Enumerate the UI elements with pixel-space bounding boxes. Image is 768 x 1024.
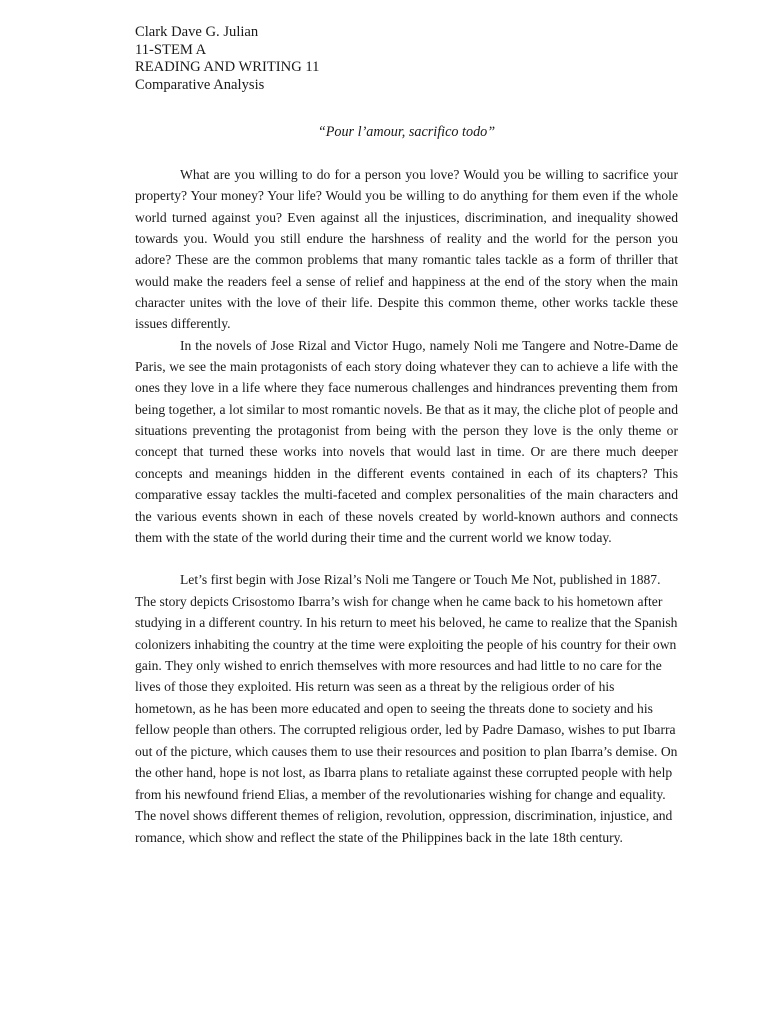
subject-name: READING AND WRITING 11 [135, 59, 320, 75]
paragraph-intro: What are you willing to do for a person you love? Would you be willing to sacrifice your property? Your money? Your life? Would you be willing to do anything for them even if the whole world turned against you? Even against all the injustices, discrimination, and inequality showed towards you. Would you still endure the harshness of reality and the world for the person you adore? These are the common problems that many romantic tales tackle as a form of thriller that would make the readers feel a sense of relief and happiness at the end of the story when the main character unites with the love of their life. Despite this common theme, other works tackle these issues differently. [135, 167, 678, 332]
assignment-type: Comparative Analysis [135, 76, 265, 93]
paragraph-novels-overview: In the novels of Jose Rizal and Victor Hugo, namely Noli me Tangere and Notre-Dame de Paris, we see the main protagonists of each story doing whatever they can to achieve a life with the ones they love in a life where they face numerous challenges and hindrances preventing them from being together, a lot similar to most romantic novels. Be that as it may, the cliche plot of people and situations preventing the protagonist from being with the person they love is the only theme or concept that turned these works into novels that would last in time. Or are there much deeper concepts and meanings hidden in the different events contained in each of its chapters? This comparative essay tackles the multi-faceted and complex personalities of the main characters and the various events shown in each of these novels created by world-known authors and connects them with the state of the world during their time and the current world we know today. [135, 337, 678, 545]
class-section: 11-STEM A [135, 41, 207, 58]
essay-body [135, 164, 678, 848]
essay-title: “Pour l’amour, sacrifico todo” [317, 124, 496, 140]
paragraph-noli-me-tangere: Let’s first begin with Jose Rizal’s Noli me Tangere or Touch Me Not, published in 1887. The story depicts Crisostomo Ibarra’s wish for change when he came back to his hometown after studying in a different country. In his return to meet his beloved, he came to realize that the Spanish colonizers inhabiting the country at the time were exploiting the people of his country for their own gain. They only wished to enrich themselves with more resources and had little to no care for the lives of those they exploited. His return was seen as a threat by the religious order of his hometown, as he has been more educated and open to seeing the threats done to society and his fellow people than others. The corrupted religious order, led by Padre Damaso, wishes to put Ibarra out of the picture, which causes them to use their resources and position to plan Ibarra’s demise. On the other hand, hope is not lost, as Ibarra plans to retaliate against these corrupted people with help from his newfound friend Elias, a member of the revolutionaries wishing for change and equality. The novel shows different themes of religion, revolution, oppression, discrimination, injustice, and romance, which show and reflect the state of the Philippines back in the late 18th century. [135, 572, 678, 845]
document-header [135, 24, 678, 94]
author-name: Clark Dave G. Julian [135, 24, 259, 40]
document-page [135, 24, 678, 848]
